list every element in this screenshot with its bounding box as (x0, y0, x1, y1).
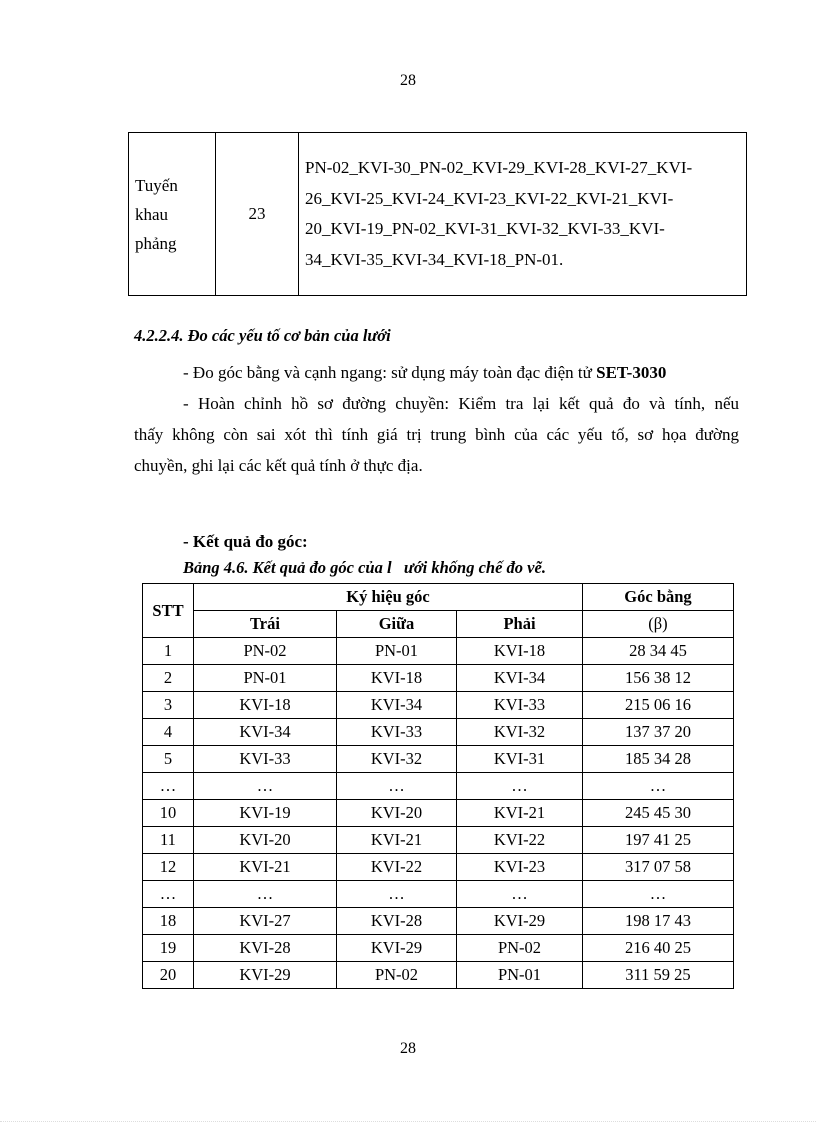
cell-left: … (194, 773, 337, 800)
cell-right: KVI-31 (457, 746, 583, 773)
cell-middle: … (337, 773, 457, 800)
cell-middle: KVI-22 (337, 854, 457, 881)
route-label-cell (129, 133, 216, 296)
cell-right: KVI-21 (457, 800, 583, 827)
cell-middle: PN-01 (337, 638, 457, 665)
paragraph-line: thấy không còn sai xót thì tính giá trị trung bình của các yếu tố, sơ họa đường (134, 425, 739, 444)
cell-angle: 311 59 25 (583, 962, 734, 989)
cell-angle: 317 07 58 (583, 854, 734, 881)
cell-stt: … (143, 773, 194, 800)
cell-stt: 10 (143, 800, 194, 827)
cell-right: KVI-32 (457, 719, 583, 746)
cell-middle: KVI-20 (337, 800, 457, 827)
bullet-complete-records (134, 388, 739, 481)
cell-left: PN-02 (194, 638, 337, 665)
cell-middle: KVI-18 (337, 665, 457, 692)
cell-angle: 156 38 12 (583, 665, 734, 692)
table-row (129, 133, 747, 296)
bullet-measure-text: - Đo góc bằng và cạnh ngang: sử dụng máy toàn đạc điện tử (183, 363, 597, 382)
header-left: Trái (194, 611, 337, 638)
table-header-row (143, 611, 734, 638)
cell-angle: 197 41 25 (583, 827, 734, 854)
header-right: Phải (457, 611, 583, 638)
route-count-cell: 23 (216, 133, 299, 296)
header-horizontal-angle: Góc bằng (583, 584, 734, 611)
cell-stt: 5 (143, 746, 194, 773)
cell-stt: 20 (143, 962, 194, 989)
route-sequence-cell (299, 133, 747, 296)
cell-left: KVI-33 (194, 746, 337, 773)
cell-left: KVI-21 (194, 854, 337, 881)
header-beta-unit: (β) (583, 611, 734, 638)
table-row (143, 638, 734, 665)
table-row (143, 800, 734, 827)
cell-left: KVI-20 (194, 827, 337, 854)
cell-middle: KVI-34 (337, 692, 457, 719)
cell-stt: 18 (143, 908, 194, 935)
cell-angle: 215 06 16 (583, 692, 734, 719)
cell-right: KVI-33 (457, 692, 583, 719)
cell-right: KVI-34 (457, 665, 583, 692)
route-label-line: phảng (135, 233, 177, 253)
cell-left: KVI-19 (194, 800, 337, 827)
cell-angle: 185 34 28 (583, 746, 734, 773)
cell-left: PN-01 (194, 665, 337, 692)
paragraph-line: - Hoàn chỉnh hồ sơ đường chuyền: Kiểm tra lại kết quả đo và tính, nếu (183, 394, 739, 413)
cell-angle: 245 45 30 (583, 800, 734, 827)
table-row (143, 773, 734, 800)
instrument-name: SET-3030 (596, 363, 667, 382)
cell-right: KVI-22 (457, 827, 583, 854)
cell-angle: 216 40 25 (583, 935, 734, 962)
cell-angle: … (583, 773, 734, 800)
cell-middle: KVI-33 (337, 719, 457, 746)
cell-middle: KVI-29 (337, 935, 457, 962)
header-middle: Giữa (337, 611, 457, 638)
table-row (143, 719, 734, 746)
header-angle-symbol: Ký hiệu góc (194, 584, 583, 611)
cell-middle: PN-02 (337, 962, 457, 989)
section-heading: 4.2.2.4. Đo các yếu tố cơ bản của lưới (134, 326, 391, 345)
cell-stt: 2 (143, 665, 194, 692)
table-row (143, 881, 734, 908)
cell-angle: 137 37 20 (583, 719, 734, 746)
table-row (143, 935, 734, 962)
route-label-line: Tuyến (135, 175, 178, 195)
page-number-top: 28 (400, 72, 416, 89)
bullet-measure-angles (183, 357, 666, 388)
table-row (143, 746, 734, 773)
cell-left: KVI-27 (194, 908, 337, 935)
cell-middle: KVI-21 (337, 827, 457, 854)
cell-stt: 3 (143, 692, 194, 719)
cell-stt: 12 (143, 854, 194, 881)
table-caption: Bảng 4.6. Kết quả đo góc của l ưới khống chế đo vẽ. (183, 558, 546, 577)
cell-stt: 1 (143, 638, 194, 665)
cell-angle: 28 34 45 (583, 638, 734, 665)
cell-left: KVI-28 (194, 935, 337, 962)
route-sequence-line: 34_KVI-35_KVI-34_KVI-18_PN-01. (305, 249, 564, 269)
angle-results-table (142, 583, 734, 989)
cell-middle: KVI-32 (337, 746, 457, 773)
cell-left: KVI-34 (194, 719, 337, 746)
cell-middle: … (337, 881, 457, 908)
route-sequence-line: PN-02_KVI-30_PN-02_KVI-29_KVI-28_KVI-27_KVI- (305, 158, 693, 177)
route-sequence-line: 20_KVI-19_PN-02_KVI-31_KVI-32_KVI-33_KVI- (305, 219, 665, 238)
table-row (143, 827, 734, 854)
cell-right: … (457, 773, 583, 800)
cell-stt: 11 (143, 827, 194, 854)
route-label-line: khau (135, 204, 169, 224)
cell-angle: … (583, 881, 734, 908)
paragraph-line: chuyền, ghi lại các kết quả tính ở thực địa. (134, 456, 423, 475)
cell-right: KVI-29 (457, 908, 583, 935)
cell-right: KVI-18 (457, 638, 583, 665)
cell-middle: KVI-28 (337, 908, 457, 935)
table-row (143, 692, 734, 719)
cell-right: … (457, 881, 583, 908)
cell-right: PN-02 (457, 935, 583, 962)
table-row (143, 962, 734, 989)
page-bottom-divider (0, 1121, 816, 1122)
table-row (143, 908, 734, 935)
page-number-bottom: 28 (400, 1040, 416, 1057)
cell-right: KVI-23 (457, 854, 583, 881)
cell-left: KVI-18 (194, 692, 337, 719)
cell-left: KVI-29 (194, 962, 337, 989)
route-sequence-line: 26_KVI-25_KVI-24_KVI-23_KVI-22_KVI-21_KVI- (305, 188, 674, 208)
cell-stt: 4 (143, 719, 194, 746)
table-header-row (143, 584, 734, 611)
table-row (143, 665, 734, 692)
cell-angle: 198 17 43 (583, 908, 734, 935)
cell-stt: … (143, 881, 194, 908)
cell-right: PN-01 (457, 962, 583, 989)
cell-stt: 19 (143, 935, 194, 962)
route-table (128, 132, 747, 296)
results-label: - Kết quả đo góc: (183, 532, 308, 551)
angle-table-body (143, 638, 734, 989)
table-row (143, 854, 734, 881)
header-stt: STT (143, 584, 194, 638)
cell-left: … (194, 881, 337, 908)
